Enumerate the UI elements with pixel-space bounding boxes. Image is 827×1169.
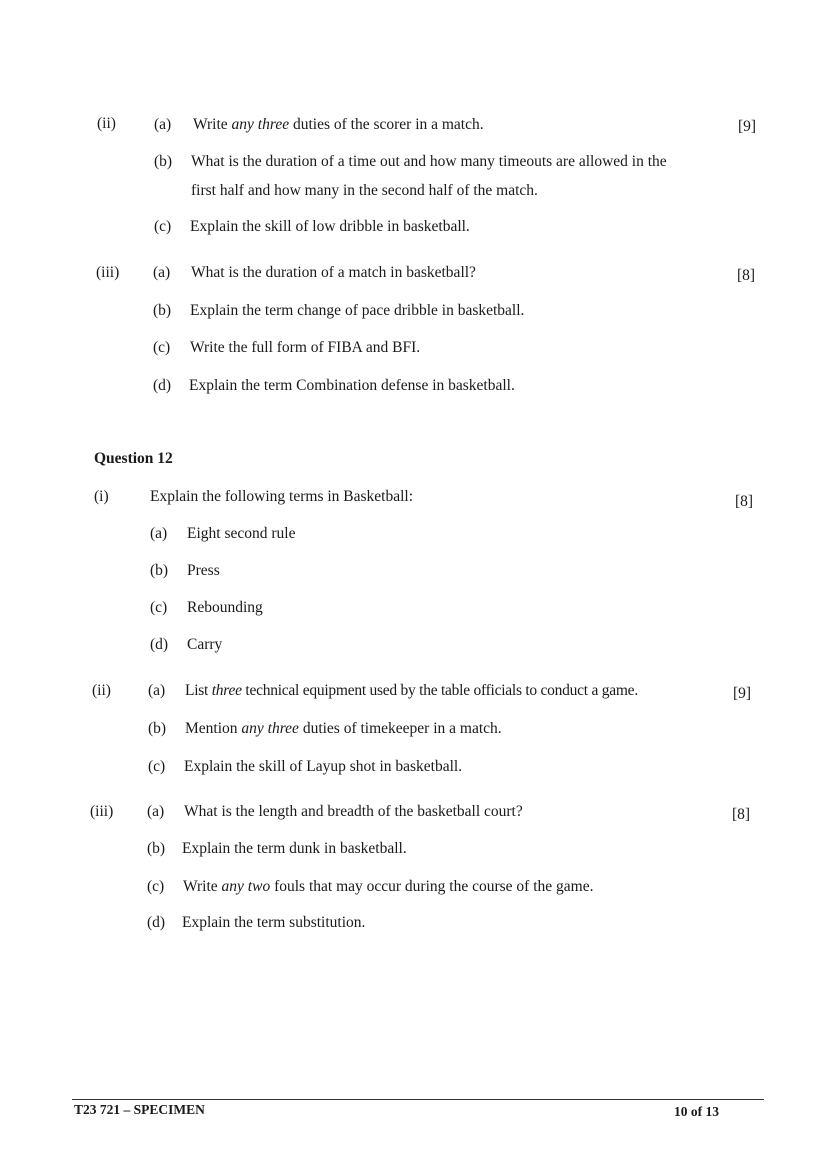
question-text: Explain the term Combination defense in basketball. [189, 377, 515, 394]
question-text: Carry [187, 636, 223, 653]
question-text: Explain the following terms in Basketball: [150, 488, 414, 505]
part-number: (ii) [97, 115, 116, 132]
sub-label: (b) [148, 720, 167, 737]
sub-label: (a) [148, 682, 166, 699]
sub-label: (d) [150, 636, 169, 653]
question-text: What is the duration of a time out and how many timeouts are allowed in the [191, 153, 667, 170]
sub-label: (a) [150, 525, 168, 542]
question-text: Explain the term change of pace dribble in basketball. [190, 302, 525, 319]
question-text: Write the full form of FIBA and BFI. [190, 339, 421, 356]
question-text: Mention any three duties of timekeeper in a match. [185, 720, 502, 737]
marks-badge: [8] [737, 267, 756, 284]
question-text: Explain the term dunk in basketball. [182, 840, 407, 857]
question-text: What is the length and breadth of the basketball court? [184, 803, 523, 820]
question-text: Write any two fouls that may occur during the course of the game. [183, 878, 594, 895]
question-text: first half and how many in the second half of the match. [191, 182, 538, 199]
question-text: Write any three duties of the scorer in a match. [193, 116, 484, 133]
footer-divider [72, 1099, 764, 1100]
sub-label: (c) [153, 339, 171, 356]
sub-label: (c) [148, 758, 166, 775]
sub-label: (c) [147, 878, 165, 895]
sub-label: (d) [153, 377, 172, 394]
sub-label: (c) [154, 218, 172, 235]
sub-label: (a) [154, 116, 172, 133]
part-number: (iii) [90, 803, 114, 820]
part-number: (i) [94, 488, 109, 505]
question-text: Eight second rule [187, 525, 296, 542]
sub-label: (a) [153, 264, 171, 281]
question-text: Press [187, 562, 220, 579]
question-heading: Question 12 [94, 450, 173, 467]
marks-badge: [8] [732, 806, 751, 823]
question-text: Rebounding [187, 599, 263, 616]
part-number: (iii) [96, 264, 120, 281]
question-text: List three technical equipment used by the table officials to conduct a game. [185, 682, 638, 699]
sub-label: (b) [154, 153, 173, 170]
sub-label: (b) [153, 302, 172, 319]
question-text: What is the duration of a match in basketball? [191, 264, 476, 281]
paper-code: T23 721 – SPECIMEN [74, 1102, 205, 1117]
marks-badge: [9] [738, 118, 757, 135]
question-text: Explain the term substitution. [182, 914, 366, 931]
marks-badge: [9] [733, 685, 752, 702]
sub-label: (d) [147, 914, 166, 931]
page-number: 10 of 13 [674, 1104, 719, 1119]
question-text: Explain the skill of Layup shot in basketball. [184, 758, 463, 775]
sub-label: (a) [147, 803, 165, 820]
sub-label: (b) [147, 840, 166, 857]
part-number: (ii) [92, 682, 111, 699]
sub-label: (b) [150, 562, 169, 579]
sub-label: (c) [150, 599, 168, 616]
marks-badge: [8] [735, 493, 754, 510]
question-text: Explain the skill of low dribble in basketball. [190, 218, 470, 235]
